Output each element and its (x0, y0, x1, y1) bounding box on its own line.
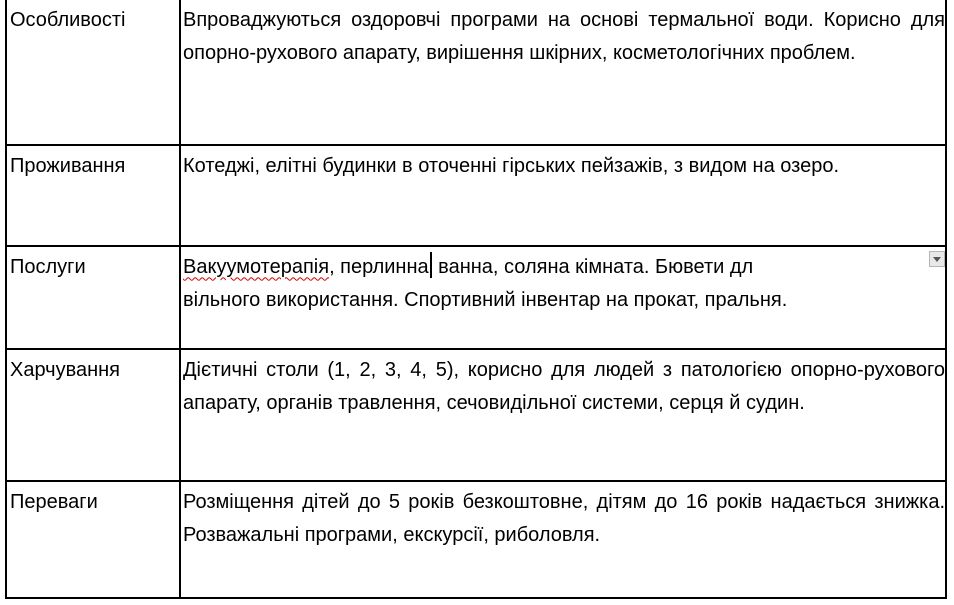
table-row (6, 349, 946, 481)
row-label-cell[interactable] (6, 481, 180, 598)
row-text-cell-active[interactable] (180, 246, 946, 348)
row-text-cell[interactable] (180, 0, 946, 145)
row-text: Розміщення дітей до 5 років безкоштовне, дітям до 16 років надається знижка. Розважальні програми, екскурсії, риболовля. (183, 490, 945, 546)
row-label-cell[interactable] (6, 145, 180, 246)
row-text-cell[interactable] (180, 349, 946, 481)
dropdown-arrow-icon[interactable] (929, 251, 945, 267)
table-row (6, 481, 946, 598)
row-label: Харчування (10, 358, 121, 381)
row-label: Проживання (10, 155, 126, 178)
table-row (6, 145, 946, 246)
table-row (6, 246, 946, 348)
row-label: Переваги (10, 490, 98, 513)
text-cursor (430, 252, 432, 278)
row-text-cell[interactable] (180, 481, 946, 598)
row-label-cell[interactable] (6, 0, 180, 145)
row-label: Послуги (10, 256, 86, 279)
row-label-cell[interactable] (6, 246, 180, 348)
row-label: Особливості (10, 9, 126, 31)
row-label-cell[interactable] (6, 349, 180, 481)
row-text-segment: , перлинна (329, 256, 429, 279)
row-text-cell[interactable] (180, 145, 946, 246)
row-text-line-2: вільного використання. Спортивний інвентар на прокат, пральня. (183, 289, 788, 312)
row-text-segment: ванна, соляна кімната. Бювети дл (432, 256, 754, 279)
table-row (6, 0, 946, 145)
row-text: Дієтичні столи (1, 2, 3, 4, 5), корисно для людей з патологією опорно-рухового апарату, органів травлення, сечовидільної системи, серця й судин. (183, 358, 945, 414)
info-table (5, 0, 947, 599)
row-text-line-1 (183, 251, 945, 284)
row-text: Котеджі, елітні будинки в оточенні гірських пейзажів, з видом на озеро. (183, 155, 840, 178)
misspelled-word[interactable]: Вакуумотерапія (183, 256, 330, 279)
row-text: Впроваджуються оздоровчі програми на основі термальної води. Корисно для опорно-рухового апарату, вирішення шкірних, косметологічних проблем. (183, 9, 945, 64)
